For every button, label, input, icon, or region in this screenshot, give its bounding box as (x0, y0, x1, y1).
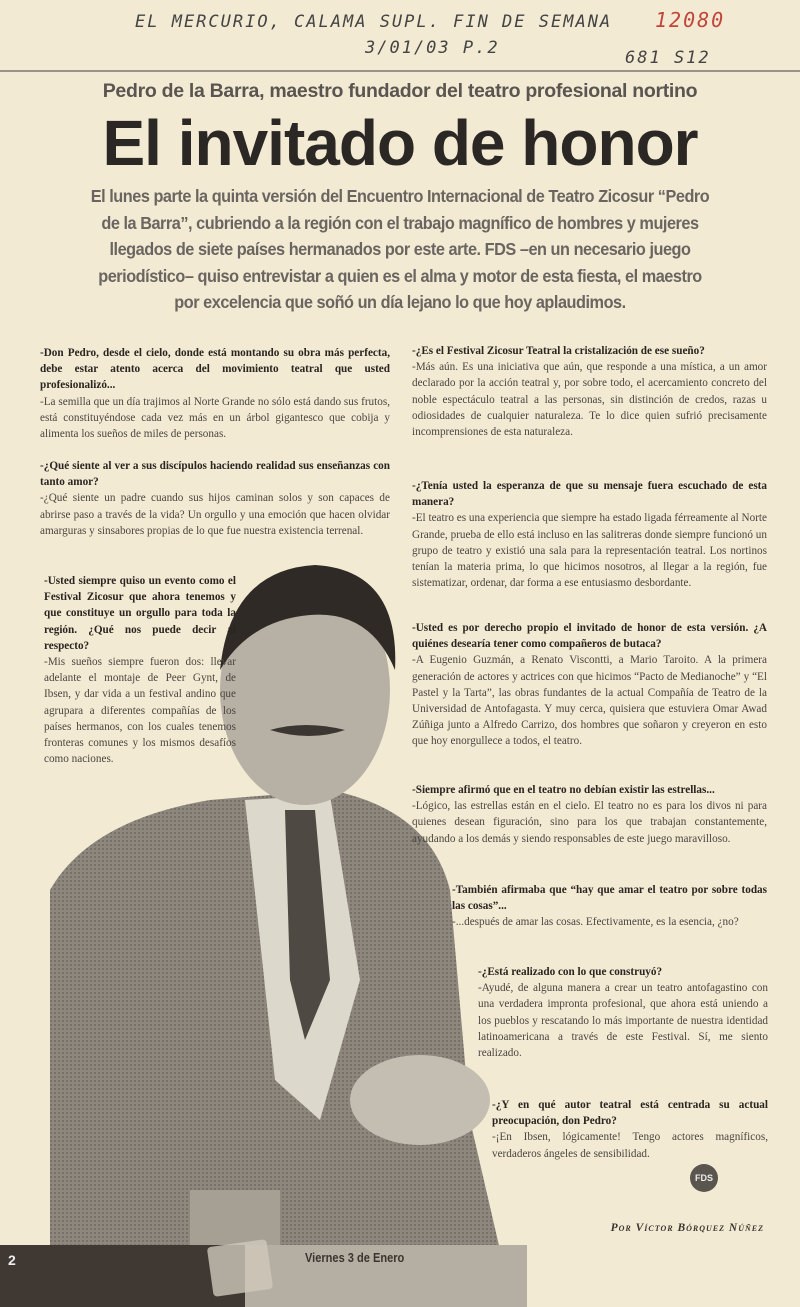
kicker: Pedro de la Barra, maestro fundador del teatro profesional nortino (102, 80, 698, 102)
handwritten-catalog: 681 S12 (625, 48, 711, 68)
headline: El invitado de honor (102, 107, 698, 179)
qa-item (412, 478, 767, 591)
answer: -¿Qué siente un padre cuando sus hijos caminan solos y son capaces de abrirse paso a través de la vida? Un orgullo y una emoción que hacen olvidar amarguras y sinsabores propias de lo que fue nuestra existencia terrenal. (40, 492, 390, 537)
answer: -¡En Ibsen, lógicamente! Tengo actores magníficos, verdaderos ángeles de sensibilidad. (492, 1131, 768, 1160)
answer: -La semilla que un día trajimos al Norte Grande no sólo está dando sus frutos, está constituyéndose cada vez más en un árbol gigantesco que cobija y alimenta los sueños de miles de personas. (40, 395, 390, 441)
qa-item (44, 573, 236, 767)
question: -¿Qué siente al ver a sus discípulos haciendo realidad sus enseñanzas con tanto amor? (40, 460, 390, 489)
qa-item (452, 882, 767, 931)
answer: -Mis sueños siempre fueron dos: llevar adelante el montaje de Peer Gynt, de Ibsen, y dar vida a un festival andino que agrupara a diferentes compañías de los países hermanos, con los cuales tenemos fronteras comunes y los mismos desafíos como naciones. (44, 656, 236, 766)
question: -Siempre afirmó que en el teatro no debían existir las estrellas... (412, 784, 715, 796)
question: -¿Tenía usted la esperanza de que su mensaje fuera escuchado de esta manera? (412, 480, 767, 509)
supplement-logo-icon (207, 1239, 273, 1297)
answer: -Lógico, las estrellas están en el cielo. El teatro no es para los divos ni para quienes desean figuración, sino para los que trabajan constantemente, ayudando a los demás y siendo responsables de este juego maravilloso. (412, 800, 767, 845)
qa-item (40, 345, 390, 442)
question: -Usted es por derecho propio el invitado de honor de esta versión. ¿A quiénes desearía tener como compañeros de butaca? (412, 622, 767, 651)
question: -¿Está realizado con lo que construyó? (478, 966, 663, 978)
answer: -Más aún. Es una iniciativa que aún, que responde a una mística, a un amor declarado por la acción teatral y, por sobre todo, el acercamiento concreto del noble espectáculo teatral a las personas, sin distinción de credos, razas u odiosidades de cualquier naturaleza. Te lo dice quien sufrió precisamente incomprensiones de esta naturaleza. (412, 361, 767, 439)
answer: -A Eugenio Guzmán, a Renato Viscontti, a Mario Taroito. A la primera generación de actores y actrices con que hicimos “Pacto de Medianoche” y “El Pastel y la Tarta”, las obras fundantes de la actual Compañía de Teatro de la Universidad de Antofagasta. Y muy cerca, quisiera que estuviera Omar Awad Zúñiga junto a Alfredo Carrizo, dos hombres que soñaron y creyeron en esto que hoy enorgullece a todos, el teatro. (412, 654, 767, 748)
qa-item (478, 964, 768, 1061)
handwritten-date: 3/01/03 P.2 (365, 38, 500, 58)
handwritten-number: 12080 (655, 8, 726, 32)
header-divider (0, 70, 800, 72)
fds-logo-icon: FDS (690, 1164, 718, 1192)
footer-date: Viernes 3 de Enero (305, 1250, 405, 1265)
qa-item (40, 458, 390, 539)
qa-item (492, 1097, 768, 1162)
question: -Don Pedro, desde el cielo, donde está montando su obra más perfecta, debe estar atento acerca del movimiento teatral que usted profesionalizó... (40, 347, 390, 392)
question: -¿Y en qué autor teatral está centrada su actual preocupación, don Pedro? (492, 1099, 768, 1128)
question: -Usted siempre quiso un evento como el Festival Zicosur que ahora tenemos y que constituye un orgullo para toda la región. ¿Qué nos puede decir al respecto? (44, 575, 236, 652)
qa-item (412, 620, 767, 750)
qa-item (412, 782, 767, 847)
byline: Por Víctor Bórquez Núñez (610, 1222, 764, 1234)
qa-item (412, 343, 767, 440)
handwritten-source: EL MERCURIO, CALAMA SUPL. FIN DE SEMANA (135, 12, 613, 32)
answer: -Ayudé, de alguna manera a crear un teatro antofagastino con una verdadera impronta profesional, que ahora está uniendo a los pueblos y rescatando lo más importante de nuestra identidad latinoamericana a través de este Festival. Sí, me siento realizado. (478, 982, 768, 1060)
page-number: 2 (8, 1252, 16, 1268)
answer: -El teatro es una experiencia que siempre ha estado ligada férreamente al Norte Grande, prueba de ello está incluso en las salitreras donde siempre funcionó un grupo de teatro y existió una sala para la representación teatral. Los nortinos tenían la materia prima, lo que hicimos nosotros, al llegar a la región, fue sistematizar, ordenar, dar forma a ese entusiasmo desbordante. (412, 512, 767, 590)
question: -¿Es el Festival Zicosur Teatral la cristalización de ese sueño? (412, 345, 705, 357)
answer: -...después de amar las cosas. Efectivamente, es la esencia, ¿no? (452, 916, 739, 929)
deck: El lunes parte la quinta versión del Encuentro Internacional de Teatro Zicosur “Pedro de la Barra”, cubriendo a la región con el trabajo magnífico de hombres y mujeres llegados de siete países hermanados por este arte. FDS –en un necesario juego periodístico– quiso entrevistar a quien es el alma y motor de esta fiesta, el maestro por excelencia que soñó un día lejano lo que hoy aplaudimos. (90, 186, 710, 312)
question: -También afirmaba que “hay que amar el teatro por sobre todas las cosas”... (452, 884, 767, 913)
